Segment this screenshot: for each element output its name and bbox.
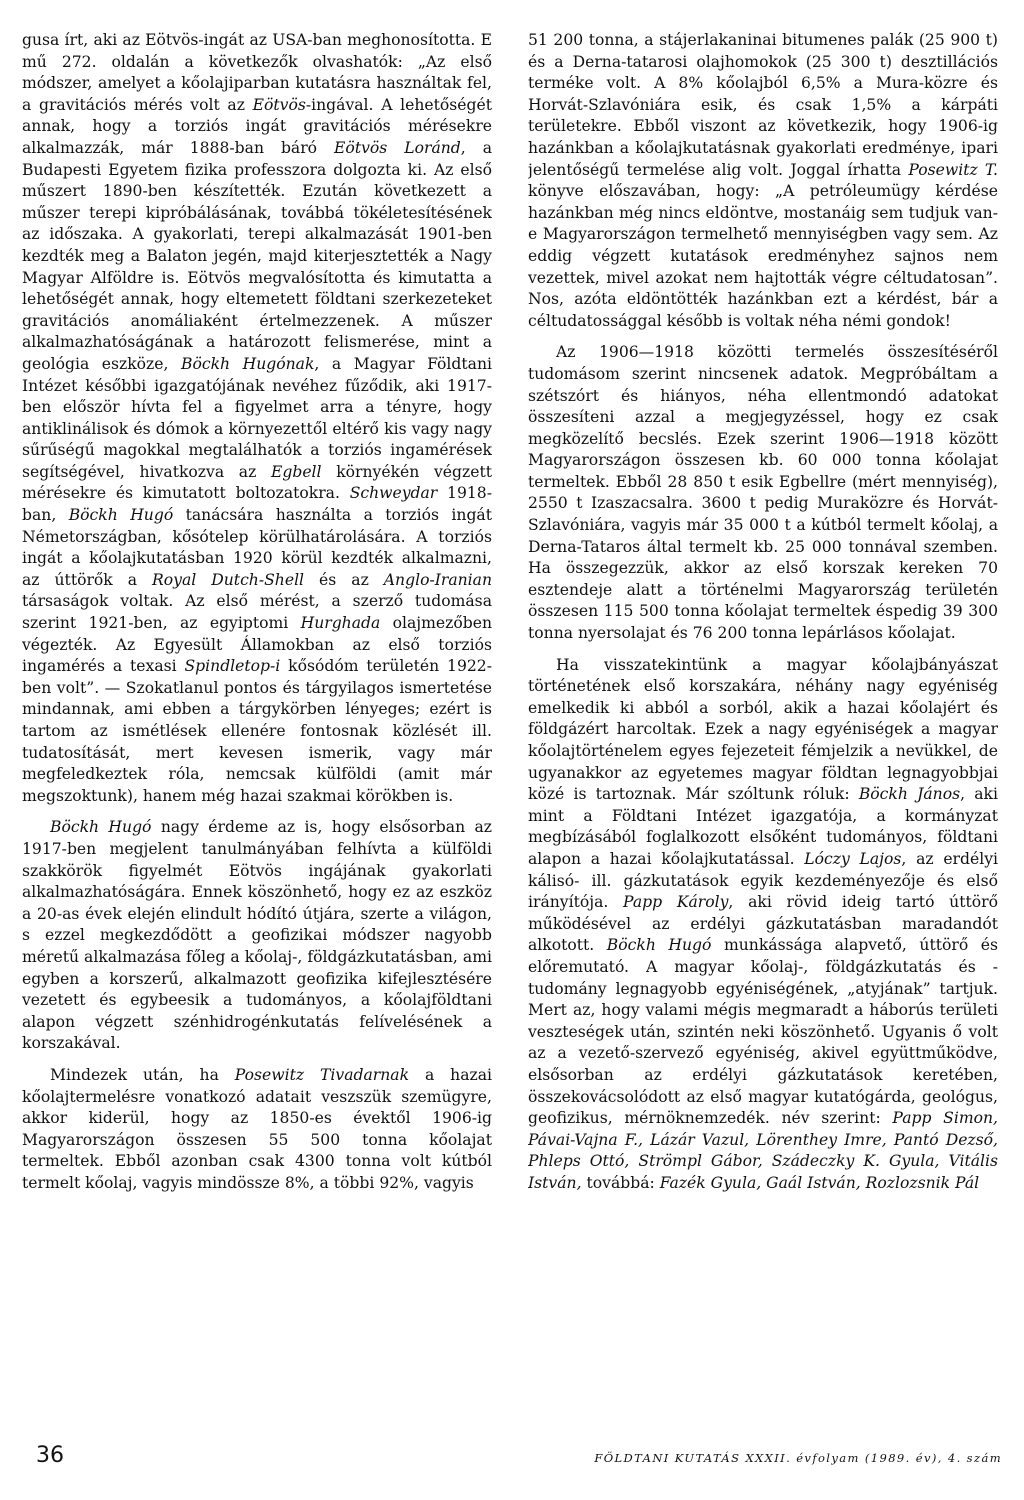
text-run: kősódóm területén 1922-ben volt”. — Szokatlanul pontos és tárgyilagos ismertetése mindannak, ami ebben a tárgykörben lényeges; ezért is tartom az ismétlések ellenére fontosnak közlését ill. tudatosítását, mert kevesen ismerik, vagy már megfeledkeztek róla, nemcsak külföldi (amit már megszoktunk), hanem még hazai szakmai körökben is. [22, 657, 492, 805]
text-run: munkássága alapvető, úttörő és előremutató. A magyar kőolaj-, földgázkutatás és -tudomány legnagyobb egyéniségének, „atyjának” tartjuk. Mert az, hogy valami mégis megmaradt a háborús területi veszteségek után, szintén neki köszönhető. Ugyanis ő volt az a vezető-szervező egyéniség, akivel együttműködve, elsősorban az erdélyi gázkutatások keretében, összekovácsolódott az első magyar kutatógárda, geológus, geofizikus, mérnöknemzedék. név szerint: [528, 936, 998, 1128]
text-run: tanácsára használta a torziós ingát Németországban, kősótelep körülhatárolására. A torziós ingát a kőolajkutatásban 1920 körül kezdték alkalmazni, az úttörők a [22, 506, 492, 589]
page-number: 36 [36, 1443, 64, 1468]
text-run: nagy érdeme az is, hogy elsősorban az 1917-ben megjelent tanulmányában felhívta a külföldi szakkörök figyelmét Eötvös ingájának gyakorlati alkalmazhatóságára. Ennek köszönhető, hogy ez az eszköz a 20-as évek elején elindult hódító útjára, szerte a világon, s ezzel megkezdődött a geofizikai módszer nagyobb méretű alkalmazása főleg a kőolaj-, földgázkutatásban, ami egyben a korszerű, alkalmazott geofizika kifejlesztésére vezetett és egybeesik a tudományos, a kőolajföldtani alapon végzett szénhidrogénkutatás felívelésének a korszakával. [22, 818, 492, 1053]
italic-name: Lóczy Lajos [804, 849, 902, 868]
text-run: Ha visszatekintünk a magyar kőolajbányászat történetének első korszakára, néhány nagy egyéniség emelkedik ki abból a sorból, akik a hazai kőolajért és földgázért harcoltak. Ezek a nagy egyéniségek a magyar kőolajtörténelem egyes fejezeteit fémjelzik a nevükkel, de ugyanakkor az egyetemes magyar földtan legnagyobbjai közé is tartoznak. Már szóltunk róluk: [528, 655, 998, 804]
paragraph-p5 [528, 342, 998, 644]
text-run: 51 200 tonna, a stájerlakaninai bitumenes palák (25 900 t) és a Derna-tatarosi olajhomokok (25 300 t) desztillációs terméke volt. A 8% kőolajból 6,5% a Mura-közre és Horvát-Szlavóniára esik, és csak 1,5% a kárpáti területekre. Ebből viszont az következik, hogy 1906-ig hazánkban a kőolajkutatásnak gyakorlati eredménye, ipari jelentőségű termelése alig volt. Joggal írhatta [528, 31, 998, 179]
italic-name: Posewitz Tivadarnak [234, 1065, 410, 1084]
text-run: a hazai kőolajtermelésre vonatkozó adatait veszszük szemügyre, akkor kiderül, hogy az 1850-es évektől 1906-ig Magyarországon összesen 55 500 tonna kőolajat termeltek. Ebből azonban csak 4300 tonna volt kútból termelt kőolaj, vagyis mindössze 8%, a többi 92%, vagyis [22, 1065, 492, 1192]
text-run: , a Budapesti Egyetem fizika professzora dolgozta ki. Az első műszert 1890-ben készítették. Ezután következett a műszer terepi kipróbálásának, továbbá tökéletesítésének az időszaka. A gyakorlati, terepi alkalmazását 1901-ben kezdték meg a Balaton jegén, majd kiterjesztették a Nagy Magyar Alföldre is. Eötvös megvalósította és kimutatta a lehetőségét annak, hogy eltemetett földtani szerkezeteket gravitációs anomáliaként értelmezzenek. A műszer alkalmazhatóságának a határozott felismerése, mint a geológia eszköze, [22, 138, 492, 373]
italic-name: Anglo-Iranian [383, 570, 492, 589]
italic-name: Royal Dutch-Shell [152, 570, 305, 589]
italic-name: Böckh Hugó [606, 936, 712, 955]
paragraph-p2 [22, 817, 492, 1055]
italic-name: Papp Simon, Pávai-Vajna F., Lázár Vazul, Lörenthey Imre, Pantó Dezső, Phleps Ottó, Strömpl Gábor, Szádeczky K. Gyula, Vitális István, [528, 1109, 998, 1192]
text-run: , aki mint a Földtani Intézet igazgatója, a kormányzat megbízásából foglalkozott elsőként tudományos, földtani alapon a hazai kőolajkutatással. [528, 785, 998, 868]
text-run: , a Magyar Földtani Intézet későbbi igazgatójának nevéhez fűződik, aki 1917-ben először hívta fel a figyelmet arra a tényre, hogy antiklinálisok és dómok a környezettől eltérő kis vagy nagy sűrűségű magokkal megtalálhatók a torziós ingamérések segítségével, hivatkozva az [22, 354, 492, 481]
right-column [528, 30, 998, 1430]
italic-name: Eötvös Loránd [334, 138, 461, 157]
paragraph-p1 [22, 30, 492, 807]
text-run: társaságok voltak. Az első mérést, a szerző tudomása szerint 1921-ben, az egyiptomi [22, 592, 492, 633]
italic-name: Posewitz T. [908, 160, 998, 179]
italic-name: Egbell [270, 462, 322, 481]
text-run: gusa írt, aki az Eötvös-ingát az USA-ban meghonosította. E mű 272. oldalán a következők olvashatók: „Az első módszer, amelyet a kőolajiparban kutatásra használtak fel, a gravitációs mérés volt az [22, 31, 492, 114]
italic-name: Schweydar [349, 484, 438, 503]
text-run: Az 1906—1918 közötti termelés összesítéséről tudomásom szerint nincsenek adatok. Megpróbáltam a szétszórt és hiányos, néha ellentmondó adatokat összesíteni azzal a megjegyzéssel, hogy ez csak megközelítő becslés. Ezek szerint 1906—1918 között Magyarországon összesen kb. 60 000 tonna kőolajat termeltek. Ebből 28 850 t esik Egbellre (mért mennyiség), 2550 t Izaszacsalra. 3600 t pedig Muraközre és Horvát-Szlavóniára, vagyis már 35 000 t a kútból termelt kőolaj, a Derna-Tataros által termelt kb. 25 000 tonnával szemben. Ha összegezzük, akkor az első korszak kereken 70 esztendeje alatt a történelmi Magyarország területén összesen 115 500 tonna kőolajat termeltek éspedig 39 300 tonna nyersolajat és 76 200 tonna lepárlásos kőolajat. [528, 343, 998, 643]
text-run: , az erdélyi kálisó- ill. gázkutatások egyik kezdeményezője és első irányítója. [528, 849, 998, 912]
italic-name: Böckh Hugó [68, 506, 174, 525]
italic-name: Spindletop-i [184, 657, 281, 676]
paragraph-p3 [22, 1065, 492, 1195]
page-footer [22, 1442, 1002, 1482]
italic-name: Böckh Hugó [50, 818, 152, 837]
italic-name: Fazék Gyula, Gaál István, Rozlozsnik Pál [659, 1173, 980, 1192]
text-run: környékén végzett mérésekre és kimutatott boltozatokra. [22, 462, 492, 503]
left-column [22, 30, 492, 1430]
text-run: -ingával. A lehetőségét annak, hogy a torziós ingát gravitációs mérésekre alkalmazzák, már 1888-ban báró [22, 95, 492, 157]
text-run: olajmezőben végezték. Az Egyesült Államokban az első torziós ingamérés a texasi [22, 614, 492, 676]
paragraph-p4 [528, 30, 998, 332]
italic-name: Papp Károly [623, 893, 729, 912]
italic-name: Böckh János [858, 785, 961, 804]
italic-name: Böckh Hugónak [181, 354, 315, 373]
text-run: továbbá: [581, 1173, 660, 1192]
text-run: , aki rövid ideig tartó úttörő működésével az erdélyi gázkutatásban maradandót alkotott. [528, 893, 998, 955]
italic-name: Eötvös [252, 95, 306, 114]
text-run: könyve előszavában, hogy: „A petróleumügy kérdése hazánkban még nincs eldöntve, mostanáig sem tudjuk van-e Magyarországon termelhető mennyiségben vagy sem. Az eddig végzett kutatások eredményhez sajnos nem vezettek, mivel azokat nem hajtották végre céltudatosan”. Nos, azóta eldöntötték hazánkban ezt a kérdést, bár a céltudatossággal később is voltak néha némi gondok! [528, 182, 998, 330]
text-run: 1918-ban, [22, 484, 492, 525]
journal-citation: FÖLDTANI KUTATÁS XXXII. évfolyam (1989. év), 4. szám [594, 1451, 1002, 1465]
italic-name: Hurghada [300, 614, 381, 633]
text-run: Mindezek után, ha [50, 1065, 235, 1084]
text-run: és az [304, 570, 384, 589]
paragraph-p6 [528, 655, 998, 1195]
